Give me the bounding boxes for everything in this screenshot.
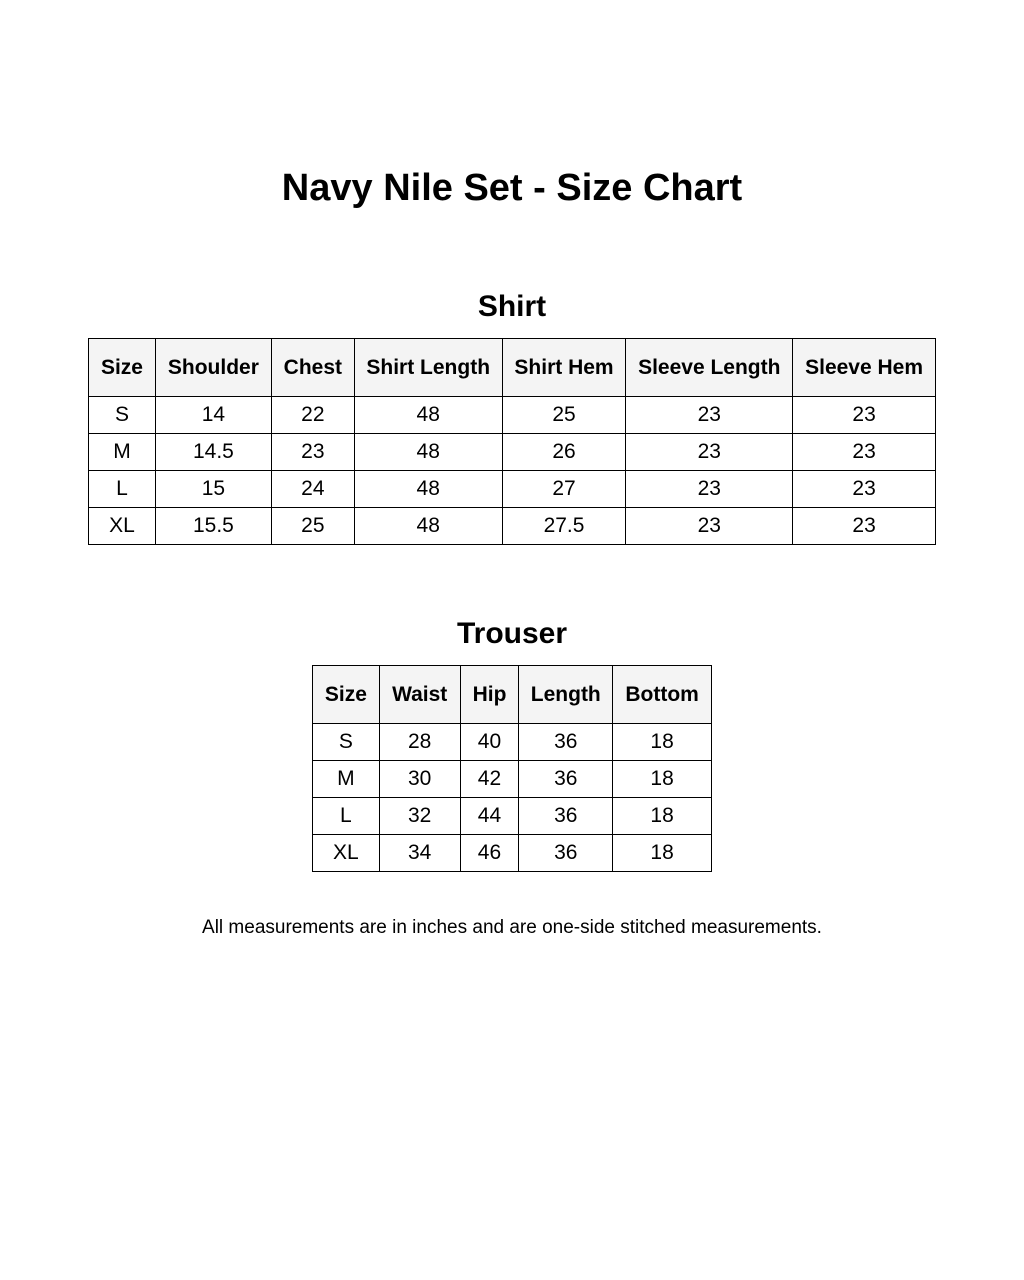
table-row: [89, 397, 936, 434]
table-cell: S: [89, 397, 156, 434]
table-cell: 48: [354, 397, 502, 434]
table-cell: 40: [460, 724, 519, 761]
table-cell: 44: [460, 798, 519, 835]
table-row: [313, 761, 712, 798]
table-cell: 27: [502, 471, 626, 508]
table-cell: 23: [793, 508, 936, 545]
trouser-header-size: Size: [313, 666, 380, 724]
measurement-footnote: All measurements are in inches and are one-side stitched measurements.: [202, 917, 822, 938]
trouser-header-hip: Hip: [460, 666, 519, 724]
table-cell: 23: [793, 397, 936, 434]
table-cell: 15.5: [155, 508, 271, 545]
table-cell: 23: [626, 434, 793, 471]
table-row: [89, 508, 936, 545]
trouser-header-bottom: Bottom: [613, 666, 712, 724]
table-cell: 28: [379, 724, 460, 761]
table-cell: 14: [155, 397, 271, 434]
table-cell: XL: [313, 835, 380, 872]
page-title: Navy Nile Set - Size Chart: [281, 167, 743, 209]
table-cell: 32: [379, 798, 460, 835]
shirt-header-shoulder: Shoulder: [155, 339, 271, 397]
table-row: [313, 835, 712, 872]
table-cell: 42: [460, 761, 519, 798]
table-cell: 18: [613, 798, 712, 835]
table-cell: 25: [271, 508, 354, 545]
table-cell: 23: [271, 434, 354, 471]
table-cell: S: [313, 724, 380, 761]
table-cell: 25: [502, 397, 626, 434]
table-cell: 24: [271, 471, 354, 508]
table-cell: 36: [519, 761, 613, 798]
shirt-header-row: [89, 339, 936, 397]
table-row: [313, 798, 712, 835]
table-cell: 23: [793, 434, 936, 471]
table-cell: M: [313, 761, 380, 798]
shirt-header-shirt-hem: Shirt Hem: [502, 339, 626, 397]
shirt-section-title: Shirt: [477, 290, 547, 323]
trouser-header-waist: Waist: [379, 666, 460, 724]
table-cell: 34: [379, 835, 460, 872]
table-cell: XL: [89, 508, 156, 545]
table-row: [313, 724, 712, 761]
table-row: [89, 434, 936, 471]
table-cell: 36: [519, 724, 613, 761]
table-cell: 46: [460, 835, 519, 872]
table-cell: L: [313, 798, 380, 835]
shirt-header-shirt-length: Shirt Length: [354, 339, 502, 397]
trouser-header-row: [313, 666, 712, 724]
table-cell: 30: [379, 761, 460, 798]
table-cell: 26: [502, 434, 626, 471]
table-cell: 18: [613, 835, 712, 872]
table-cell: 27.5: [502, 508, 626, 545]
table-cell: 48: [354, 508, 502, 545]
trouser-section-title: Trouser: [456, 617, 568, 650]
shirt-header-sleeve-length: Sleeve Length: [626, 339, 793, 397]
shirt-header-chest: Chest: [271, 339, 354, 397]
table-row: [89, 471, 936, 508]
shirt-header-sleeve-hem: Sleeve Hem: [793, 339, 936, 397]
trouser-size-table: [312, 665, 712, 872]
table-cell: 15: [155, 471, 271, 508]
shirt-size-table: [88, 338, 936, 545]
table-cell: 36: [519, 835, 613, 872]
table-cell: 48: [354, 471, 502, 508]
table-cell: 23: [626, 397, 793, 434]
table-cell: L: [89, 471, 156, 508]
table-cell: 14.5: [155, 434, 271, 471]
trouser-header-length: Length: [519, 666, 613, 724]
table-cell: 48: [354, 434, 502, 471]
table-cell: 18: [613, 761, 712, 798]
table-cell: 36: [519, 798, 613, 835]
table-cell: 23: [626, 471, 793, 508]
table-cell: 22: [271, 397, 354, 434]
shirt-header-size: Size: [89, 339, 156, 397]
table-cell: 23: [793, 471, 936, 508]
table-cell: 18: [613, 724, 712, 761]
table-cell: M: [89, 434, 156, 471]
table-cell: 23: [626, 508, 793, 545]
